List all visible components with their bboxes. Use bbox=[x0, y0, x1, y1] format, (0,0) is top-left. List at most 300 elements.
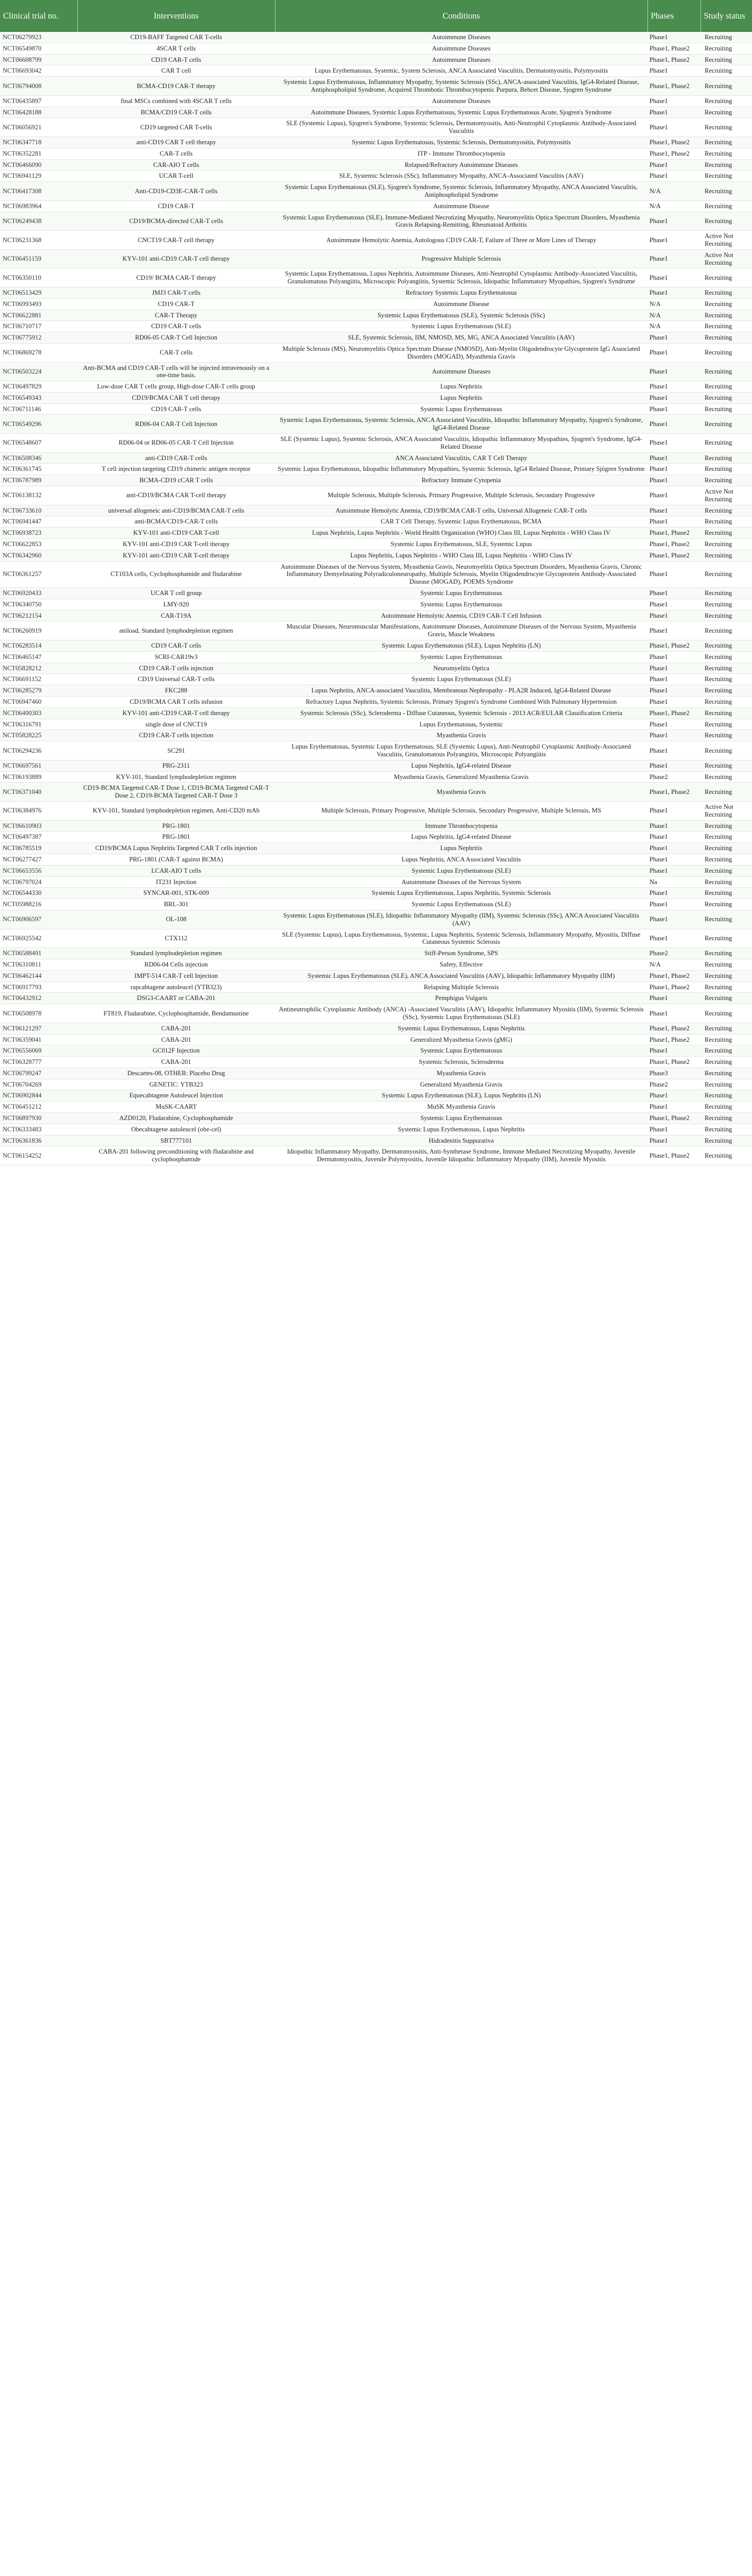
study-status-cell: Recruiting bbox=[700, 663, 752, 674]
interventions-cell: SYNCAR-001, STK-009 bbox=[77, 888, 275, 899]
study-status-cell: Recruiting bbox=[700, 760, 752, 771]
conditions-cell: Lupus Erythematosus, Systemic Lupus Erythematosus, SLE (Systemic Lupus), Anti-Neutrophil Cytoplasmic Antibody-Associated Vasculitis, Granulomatous Polyangiitis, Microscopic Polyangiitis bbox=[275, 741, 647, 760]
study-status-cell: Recruiting bbox=[700, 332, 752, 344]
table-row bbox=[0, 95, 752, 107]
interventions-cell: IT231 Injection bbox=[77, 876, 275, 888]
study-status-cell: Recruiting bbox=[700, 610, 752, 621]
interventions-cell: KYV-101 anti-CD19 CAR T-cell therapy bbox=[77, 539, 275, 550]
trial-id-cell: NCT06333483 bbox=[0, 1124, 77, 1135]
interventions-cell: BCMA/CD19 CAR-T cells bbox=[77, 107, 275, 118]
phases-cell: Phase1 bbox=[647, 249, 700, 268]
interventions-cell: BRL-301 bbox=[77, 899, 275, 910]
phases-cell: Na bbox=[647, 876, 700, 888]
conditions-cell: Lupus Nephritis bbox=[275, 392, 647, 403]
conditions-cell: Systemic Lupus Erythematosus (SLE) bbox=[275, 674, 647, 685]
study-status-cell: Recruiting bbox=[700, 528, 752, 539]
phases-cell: Phase1 bbox=[647, 741, 700, 760]
trial-id-cell: NCT06610903 bbox=[0, 820, 77, 832]
trial-id-cell: NCT06691152 bbox=[0, 674, 77, 685]
phases-cell: Phase1 bbox=[647, 685, 700, 697]
table-row bbox=[0, 107, 752, 118]
table-row bbox=[0, 674, 752, 685]
study-status-cell: Recruiting bbox=[700, 1057, 752, 1068]
trial-id-cell: NCT06435897 bbox=[0, 95, 77, 107]
table-row bbox=[0, 403, 752, 415]
conditions-cell: Autoimmune Diseases bbox=[275, 43, 647, 54]
table-row bbox=[0, 1004, 752, 1023]
interventions-cell: OL-108 bbox=[77, 910, 275, 929]
table-body bbox=[0, 32, 752, 1165]
phases-cell: Phase1 bbox=[647, 212, 700, 231]
conditions-cell: Lupus Nephritis, IgG4-related Disease bbox=[275, 760, 647, 771]
phases-cell: Phase1, Phase2 bbox=[647, 539, 700, 550]
phases-cell: Phase1, Phase2 bbox=[647, 54, 700, 65]
study-status-cell: Recruiting bbox=[700, 550, 752, 561]
conditions-cell: Multiple Sclerosis (MS), Neuromyelitis Optica Spectrum Disease (NMOSD), Anti-Myelin Oligodendrocyte Glycoprotein IgG Associated Disorders (MOGAD), Myasthenia Gravis bbox=[275, 343, 647, 362]
interventions-cell: CD19/BCMA CAR T cell therapy bbox=[77, 392, 275, 403]
study-status-cell: Recruiting bbox=[700, 959, 752, 970]
trial-id-cell: NCT06548607 bbox=[0, 434, 77, 453]
trial-id-cell: NCT06260919 bbox=[0, 621, 77, 640]
conditions-cell: Systemic Sclerosis (SSc), Scleroderma - Diffuse Cutaneous, Systemic Sclerosis - 2013 ACR/EULAR Classification Criteria bbox=[275, 707, 647, 719]
trial-id-cell: NCT06497829 bbox=[0, 381, 77, 393]
header-conditions: Conditions bbox=[275, 0, 647, 32]
interventions-cell: FKC288 bbox=[77, 685, 275, 697]
conditions-cell: Lupus Nephritis bbox=[275, 843, 647, 854]
phases-cell: Phase1 bbox=[647, 516, 700, 528]
header-phases: Phases bbox=[647, 0, 700, 32]
conditions-cell: Relapsing Multiple Sclerosis bbox=[275, 981, 647, 993]
study-status-cell: Recruiting bbox=[700, 854, 752, 865]
interventions-cell: CAR-T Therapy bbox=[77, 310, 275, 321]
trial-id-cell: NCT06277427 bbox=[0, 854, 77, 865]
interventions-cell: LCAR-AIO T cells bbox=[77, 865, 275, 876]
conditions-cell: Autoimmune Hemolytic Anemia, CD19/BCMA CAR-T cells, Universal Allogeneic CAR-T cells bbox=[275, 505, 647, 516]
study-status-cell: Recruiting bbox=[700, 452, 752, 464]
conditions-cell: Autoimmune Diseases of the Nervous System bbox=[275, 876, 647, 888]
study-status-cell: Recruiting bbox=[700, 651, 752, 663]
interventions-cell: RD06-04 CAR-T Cell Injection bbox=[77, 415, 275, 434]
table-row bbox=[0, 171, 752, 182]
conditions-cell: Generalized Myasthenia Gravis (gMG) bbox=[275, 1034, 647, 1045]
interventions-cell: JMJ3 CAR-T cells bbox=[77, 287, 275, 298]
study-status-cell: Recruiting bbox=[700, 505, 752, 516]
study-status-cell: Recruiting bbox=[700, 516, 752, 528]
conditions-cell: Pemphigus Vulgaris bbox=[275, 993, 647, 1004]
conditions-cell: Generalized Myasthenia Gravis bbox=[275, 1079, 647, 1090]
phases-cell: Phase1, Phase2 bbox=[647, 1034, 700, 1045]
study-status-cell: Recruiting bbox=[700, 392, 752, 403]
table-row bbox=[0, 65, 752, 77]
trial-id-cell: NCT06622881 bbox=[0, 310, 77, 321]
table-row bbox=[0, 1079, 752, 1090]
conditions-cell: Lupus Nephritis, ANCA Associated Vasculitis bbox=[275, 854, 647, 865]
table-row bbox=[0, 899, 752, 910]
trial-id-cell: NCT06917793 bbox=[0, 981, 77, 993]
table-row bbox=[0, 43, 752, 54]
study-status-cell: Recruiting bbox=[700, 707, 752, 719]
study-status-cell: Recruiting bbox=[700, 321, 752, 332]
conditions-cell: Muscular Diseases, Neuromuscular Manifestations, Autoimmune Diseases, Autoimmune Diseases of the Nervous System, Myasthenia Gravis, Muscle Weakness bbox=[275, 621, 647, 640]
trial-id-cell: NCT06733610 bbox=[0, 505, 77, 516]
table-row bbox=[0, 32, 752, 43]
phases-cell: Phase1 bbox=[647, 719, 700, 730]
table-row bbox=[0, 621, 752, 640]
study-status-cell: Recruiting bbox=[700, 981, 752, 993]
phases-cell: Phase1 bbox=[647, 95, 700, 107]
trial-id-cell: NCT06947460 bbox=[0, 697, 77, 708]
phases-cell: Phase1 bbox=[647, 621, 700, 640]
study-status-cell: Recruiting bbox=[700, 65, 752, 77]
conditions-cell: Antineutrophilic Cytoplasmic Antibody (ANCA) -Associated Vasculitis (AAV), Idiopathic Inflammatory Myositis (IIM), Systemic Sclerosis (SSc), Systemic Lupus Erythematosus (SLE) bbox=[275, 1004, 647, 1023]
trial-id-cell: NCT06544330 bbox=[0, 888, 77, 899]
table-row bbox=[0, 54, 752, 65]
study-status-cell: Recruiting bbox=[700, 876, 752, 888]
study-status-cell: Recruiting bbox=[700, 1135, 752, 1146]
phases-cell: N/A bbox=[647, 200, 700, 212]
phases-cell: Phase1, Phase2 bbox=[647, 640, 700, 652]
study-status-cell: Recruiting bbox=[700, 212, 752, 231]
trial-id-cell: NCT06697561 bbox=[0, 760, 77, 771]
interventions-cell: CD19 CAR-T cells bbox=[77, 403, 275, 415]
phases-cell: Phase1 bbox=[647, 464, 700, 475]
interventions-cell: KYV-101, Standard lymphodepletion regimen, Anti-CD20 mAb bbox=[77, 801, 275, 820]
trial-id-cell: NCT06371040 bbox=[0, 783, 77, 802]
study-status-cell: Recruiting bbox=[700, 1067, 752, 1079]
interventions-cell: CD19/BCMA-directed CAR-T cells bbox=[77, 212, 275, 231]
table-header bbox=[0, 0, 752, 32]
table-row bbox=[0, 1045, 752, 1057]
phases-cell: Phase1 bbox=[647, 588, 700, 599]
conditions-cell: Lupus Erythematosus, Systemic bbox=[275, 719, 647, 730]
study-status-cell: Recruiting bbox=[700, 434, 752, 453]
phases-cell: Phase1 bbox=[647, 801, 700, 820]
interventions-cell: CD19 Universal CAR-T cells bbox=[77, 674, 275, 685]
conditions-cell: Systemic Lupus Erythematosus bbox=[275, 403, 647, 415]
conditions-cell: ITP - Immune Thrombocytopenia bbox=[275, 148, 647, 159]
trial-id-cell: NCT06588491 bbox=[0, 948, 77, 959]
interventions-cell: universal allogeneic anti-CD19/BCMA CAR-T cells bbox=[77, 505, 275, 516]
conditions-cell: Lupus Nephritis bbox=[275, 381, 647, 393]
trial-id-cell: NCT05828225 bbox=[0, 730, 77, 741]
study-status-cell: Recruiting bbox=[700, 888, 752, 899]
table-row bbox=[0, 343, 752, 362]
phases-cell: Phase1 bbox=[647, 452, 700, 464]
trial-id-cell: NCT06622853 bbox=[0, 539, 77, 550]
phases-cell: Phase1 bbox=[647, 651, 700, 663]
interventions-cell: CAR-AIO T cells bbox=[77, 159, 275, 171]
trial-id-cell: NCT06384976 bbox=[0, 801, 77, 820]
interventions-cell: PRG-1801 (CAR-T against BCMA) bbox=[77, 854, 275, 865]
study-status-cell: Recruiting bbox=[700, 415, 752, 434]
phases-cell: Phase1, Phase2 bbox=[647, 43, 700, 54]
interventions-cell: IMPT-514 CAR-T cell Injection bbox=[77, 970, 275, 981]
trial-id-cell: NCT06693042 bbox=[0, 65, 77, 77]
interventions-cell: CT103A cells, Cyclophosphamide and fludarabine bbox=[77, 561, 275, 587]
interventions-cell: KYV-101 anti-CD19 CAR T-cell therapy bbox=[77, 550, 275, 561]
study-status-cell: Recruiting bbox=[700, 54, 752, 65]
conditions-cell: Multiple Sclerosis, Multiple Sclerosis, Primary Progressive, Multiple Sclerosis, Secondary Progressive bbox=[275, 486, 647, 505]
phases-cell: Phase1 bbox=[647, 674, 700, 685]
interventions-cell: CABA-201 bbox=[77, 1057, 275, 1068]
phases-cell: Phase2 bbox=[647, 948, 700, 959]
phases-cell: Phase1 bbox=[647, 910, 700, 929]
trial-id-cell: NCT06869278 bbox=[0, 343, 77, 362]
study-status-cell: Recruiting bbox=[700, 1113, 752, 1124]
interventions-cell: anti-CD19 CAR-T cells bbox=[77, 452, 275, 464]
phases-cell: Phase1 bbox=[647, 561, 700, 587]
table-row bbox=[0, 1023, 752, 1034]
interventions-cell: PRG-1801 bbox=[77, 832, 275, 843]
table-row bbox=[0, 730, 752, 741]
phases-cell: N/A bbox=[647, 182, 700, 201]
conditions-cell: Systemic Lupus Erythematosus (SLE) bbox=[275, 321, 647, 332]
phases-cell: Phase1, Phase2 bbox=[647, 707, 700, 719]
study-status-cell: Recruiting bbox=[700, 771, 752, 783]
trial-id-cell: NCT06294236 bbox=[0, 741, 77, 760]
phases-cell: Phase1 bbox=[647, 475, 700, 486]
table-row bbox=[0, 182, 752, 201]
interventions-cell: BCMA-CD19 cCAR T cells bbox=[77, 475, 275, 486]
study-status-cell: Recruiting bbox=[700, 77, 752, 96]
trial-id-cell: NCT06121297 bbox=[0, 1023, 77, 1034]
interventions-cell: CNCT19 CAR-T cell therapy bbox=[77, 231, 275, 250]
table-row bbox=[0, 434, 752, 453]
conditions-cell: Autoimmune Diseases of the Nervous System, Myasthenia Gravis, Neuromyelitis Optica Spectrum Disorders, Myasthenia Gravis, Chronic Inflammatory Demyelinating Polyradiculoneuropathy, Multiple Sclerosis, Myelin Oligodendrocyte Glycoprotein Antibody-Associated Disease (MOGAD), POEMS Syndrome bbox=[275, 561, 647, 587]
study-status-cell: Recruiting bbox=[700, 730, 752, 741]
trial-id-cell: NCT06906597 bbox=[0, 910, 77, 929]
conditions-cell: Autoimmune Diseases bbox=[275, 95, 647, 107]
phases-cell: Phase1 bbox=[647, 403, 700, 415]
conditions-cell: Refractory Immune Cytopenia bbox=[275, 475, 647, 486]
study-status-cell: Recruiting bbox=[700, 865, 752, 876]
table-row bbox=[0, 1057, 752, 1068]
study-status-cell: Recruiting bbox=[700, 929, 752, 948]
table-row bbox=[0, 118, 752, 137]
conditions-cell: Autoimmune Diseases bbox=[275, 32, 647, 43]
table-row bbox=[0, 1124, 752, 1135]
phases-cell: N/A bbox=[647, 310, 700, 321]
conditions-cell: ANCA Associated Vasculitis, CAR T Cell Therapy bbox=[275, 452, 647, 464]
conditions-cell: Systemic Lupus Erythematosus, SLE, Systemic Lupus bbox=[275, 539, 647, 550]
table-row bbox=[0, 783, 752, 802]
interventions-cell: Descartes-08, OTHER: Placebo Drug bbox=[77, 1067, 275, 1079]
trial-id-cell: NCT06704269 bbox=[0, 1079, 77, 1090]
interventions-cell: Obecabtagene autoleucel (obe-cel) bbox=[77, 1124, 275, 1135]
interventions-cell: Low-dose CAR T cells group, High-dose CAR-T cells group bbox=[77, 381, 275, 393]
trial-id-cell: NCT05828212 bbox=[0, 663, 77, 674]
conditions-cell: Systemic Lupus Erythematosus, Lupus Nephritis, Autoimmune Diseases, Anti-Neutrophil Cytoplasmic Antibody-Associated Vasculitis, Granulomatous Polyangiitis, Microscopic Polyangiitis, Systemic Sclerosis, Idiopathic Inflammatory Myopathies, Sjogren's Syndrome bbox=[275, 268, 647, 287]
phases-cell: Phase1 bbox=[647, 434, 700, 453]
conditions-cell: Idiopathic Inflammatory Myopathy, Dermatomyositis, Anti-Synthetase Syndrome, Immune Mediated Necrotizing Myopathy, Juvenile Dermatomyositis, Juvenile Polymyositis, Juvenile Idiopathic Inflammatory Myopathy (IIM), Juvenile Myositis bbox=[275, 1146, 647, 1165]
table-row bbox=[0, 610, 752, 621]
interventions-cell: MuSK-CAART bbox=[77, 1101, 275, 1113]
interventions-cell: rapcabtagene autoleucel (YTB323) bbox=[77, 981, 275, 993]
interventions-cell: RD06-05 CAR-T Cell Injection bbox=[77, 332, 275, 344]
table-row bbox=[0, 415, 752, 434]
study-status-cell: Recruiting bbox=[700, 588, 752, 599]
interventions-cell: RD06-04 Cells injection bbox=[77, 959, 275, 970]
table-row bbox=[0, 865, 752, 876]
trial-id-cell: NCT06775912 bbox=[0, 332, 77, 344]
conditions-cell: Relapsed/Refractory Autoimmune Diseases bbox=[275, 159, 647, 171]
interventions-cell: CTX112 bbox=[77, 929, 275, 948]
conditions-cell: Immune Thrombocytopenia bbox=[275, 820, 647, 832]
trial-id-cell: NCT06465147 bbox=[0, 651, 77, 663]
phases-cell: Phase1 bbox=[647, 832, 700, 843]
table-row bbox=[0, 832, 752, 843]
table-row bbox=[0, 685, 752, 697]
study-status-cell: Recruiting bbox=[700, 1101, 752, 1113]
phases-cell: Phase1 bbox=[647, 1135, 700, 1146]
conditions-cell: Systemic Lupus Erythematosus (SLE), Sjogren's Syndrome, Systemic Sclerosis, Inflammatory Myopathy, ANCA Associated Vasculitis, Antiphospholipid Syndrome bbox=[275, 182, 647, 201]
table-row bbox=[0, 1101, 752, 1113]
conditions-cell: Lupus Nephritis, Lupus Nephritis - World Health Organization (WHO) Class III, Lupus Nephritis - WHO Class IV bbox=[275, 528, 647, 539]
study-status-cell: Recruiting bbox=[700, 137, 752, 148]
phases-cell: Phase1 bbox=[647, 1101, 700, 1113]
interventions-cell: AZD0120, Fludarabine, Cyclophosphamide bbox=[77, 1113, 275, 1124]
trial-id-cell: NCT06710717 bbox=[0, 321, 77, 332]
table-row bbox=[0, 268, 752, 287]
conditions-cell: Systemic Lupus Erythematosus, Idiopathic Inflammatory Myopathies, Systemic Sclerosis, IgG4 Related Disease, Primary Sjögren Syndrome bbox=[275, 464, 647, 475]
trial-id-cell: NCT06993493 bbox=[0, 298, 77, 310]
phases-cell: Phase1 bbox=[647, 929, 700, 948]
phases-cell: Phase1 bbox=[647, 231, 700, 250]
interventions-cell: GC012F Injection bbox=[77, 1045, 275, 1057]
phases-cell: Phase1 bbox=[647, 505, 700, 516]
interventions-cell: CD19 CAR-T cells bbox=[77, 640, 275, 652]
trial-id-cell: NCT06897930 bbox=[0, 1113, 77, 1124]
table-row bbox=[0, 820, 752, 832]
interventions-cell: anti-CD19 CAR T cell therapy bbox=[77, 137, 275, 148]
phases-cell: Phase1 bbox=[647, 1045, 700, 1057]
study-status-cell: Recruiting bbox=[700, 475, 752, 486]
study-status-cell: Active Not Recruiting bbox=[700, 801, 752, 820]
conditions-cell: Neuromyelitis Optica bbox=[275, 663, 647, 674]
study-status-cell: Recruiting bbox=[700, 697, 752, 708]
phases-cell: Phase1, Phase2 bbox=[647, 1023, 700, 1034]
study-status-cell: Recruiting bbox=[700, 200, 752, 212]
conditions-cell: Lupus Erythematosus, Systemic, System Sclerosis, ANCA Associated Vasculitis, Dermatomyositis, Polymyositis bbox=[275, 65, 647, 77]
interventions-cell: PRG-1801 bbox=[77, 820, 275, 832]
study-status-cell: Recruiting bbox=[700, 783, 752, 802]
table-row bbox=[0, 475, 752, 486]
conditions-cell: MuSK Myasthenia Gravis bbox=[275, 1101, 647, 1113]
study-status-cell: Recruiting bbox=[700, 640, 752, 652]
conditions-cell: Multiple Sclerosis, Primary Progressive, Multiple Sclerosis, Secondary Progressive, Multiple Sclerosis, MS bbox=[275, 801, 647, 820]
trial-id-cell: NCT06941129 bbox=[0, 171, 77, 182]
study-status-cell: Recruiting bbox=[700, 171, 752, 182]
table-row bbox=[0, 561, 752, 587]
interventions-cell: anti-BCMA/CD19-CAR-T cells bbox=[77, 516, 275, 528]
trial-id-cell: NCT06193889 bbox=[0, 771, 77, 783]
trial-id-cell: NCT06983964 bbox=[0, 200, 77, 212]
table-row bbox=[0, 332, 752, 344]
table-row bbox=[0, 310, 752, 321]
trial-id-cell: NCT06249438 bbox=[0, 212, 77, 231]
table-row bbox=[0, 993, 752, 1004]
table-row bbox=[0, 1067, 752, 1079]
conditions-cell: Systemic Lupus Erythematosus, Lupus Nephritis, Systemic Sclerosis bbox=[275, 888, 647, 899]
table-row bbox=[0, 516, 752, 528]
interventions-cell: CAR-T19A bbox=[77, 610, 275, 621]
conditions-cell: SLE, Systemic Sclerosis (SSc), Inflammatory Myopathy, ANCA-Associated Vasculitis (AAV) bbox=[275, 171, 647, 182]
interventions-cell: CD19 CAR-T cells bbox=[77, 321, 275, 332]
phases-cell: Phase1, Phase2 bbox=[647, 981, 700, 993]
study-status-cell: Recruiting bbox=[700, 621, 752, 640]
study-status-cell: Recruiting bbox=[700, 287, 752, 298]
trial-id-cell: NCT06549343 bbox=[0, 392, 77, 403]
study-status-cell: Recruiting bbox=[700, 182, 752, 201]
study-status-cell: Recruiting bbox=[700, 362, 752, 381]
phases-cell: Phase1 bbox=[647, 343, 700, 362]
table-row bbox=[0, 539, 752, 550]
conditions-cell: Systemic Lupus Erythematosus (SLE), Lupus Nephritis (LN) bbox=[275, 1090, 647, 1101]
table-row bbox=[0, 970, 752, 981]
table-row bbox=[0, 550, 752, 561]
table-row bbox=[0, 1090, 752, 1101]
phases-cell: Phase1, Phase2 bbox=[647, 1113, 700, 1124]
trial-id-cell: NCT06212154 bbox=[0, 610, 77, 621]
phases-cell: Phase1 bbox=[647, 865, 700, 876]
phases-cell: Phase1, Phase2 bbox=[647, 77, 700, 96]
interventions-cell: CAR-T cells bbox=[77, 148, 275, 159]
table-row bbox=[0, 651, 752, 663]
interventions-cell: final MSCs combined with 4SCAR T cells bbox=[77, 95, 275, 107]
interventions-cell: CD19 targeted CAR T-cells bbox=[77, 118, 275, 137]
conditions-cell: Myasthenia Gravis bbox=[275, 783, 647, 802]
interventions-cell: KYV-101 anti-CD19 CAR T-cell bbox=[77, 528, 275, 539]
phases-cell: Phase1, Phase2 bbox=[647, 1057, 700, 1068]
conditions-cell: Systemic Lupus Erythematosus bbox=[275, 1045, 647, 1057]
phases-cell: Phase1 bbox=[647, 1124, 700, 1135]
conditions-cell: SLE, Systemic Sclerosis, IIM, NMOSD, MS, MG, ANCA Associated Vasculitis (AAV) bbox=[275, 332, 647, 344]
trial-id-cell: NCT06797024 bbox=[0, 876, 77, 888]
interventions-cell: CD19/BCMA Lupus Nephritis Targeted CAR T cells injection bbox=[77, 843, 275, 854]
trial-id-cell: NCT06508978 bbox=[0, 1004, 77, 1023]
trial-id-cell: NCT06451212 bbox=[0, 1101, 77, 1113]
conditions-cell: Systemic Lupus Erythematosus (SLE) bbox=[275, 899, 647, 910]
interventions-cell: DSG3-CAART or CABA-201 bbox=[77, 993, 275, 1004]
conditions-cell: Autoimmune Diseases, Systemic Lupus Erythematosus, Systemic Lupus Erythematosus Acute, Sjogren's Syndrome bbox=[275, 107, 647, 118]
table-row bbox=[0, 392, 752, 403]
header-interventions: Interventions bbox=[77, 0, 275, 32]
phases-cell: Phase1 bbox=[647, 171, 700, 182]
interventions-cell: aniload, Standard lymphodepletion regimen bbox=[77, 621, 275, 640]
phases-cell: Phase1 bbox=[647, 287, 700, 298]
phases-cell: Phase1 bbox=[647, 730, 700, 741]
conditions-cell: SLE (Systemic Lupus), Lupus Erythematosus, Systemic, Lupus Nephritis, Systemic Sclerosis, Inflammatory Myopathy, Myositis, Diffuse Cutaneous Systemic Sclerosis bbox=[275, 929, 647, 948]
trial-id-cell: NCT06279923 bbox=[0, 32, 77, 43]
study-status-cell: Recruiting bbox=[700, 1090, 752, 1101]
interventions-cell: UCAR T-cell bbox=[77, 171, 275, 182]
interventions-cell: single dose of CNCT19 bbox=[77, 719, 275, 730]
phases-cell: Phase1, Phase2 bbox=[647, 1146, 700, 1165]
conditions-cell: Lupus Nephritis, ANCA-associated Vasculitis, Membranous Nephropathy - PLA2R Induced, IgG4-Related Disease bbox=[275, 685, 647, 697]
table-row bbox=[0, 741, 752, 760]
interventions-cell: SC291 bbox=[77, 741, 275, 760]
table-row bbox=[0, 588, 752, 599]
conditions-cell: Myasthenia Gravis, Generalized Myasthenia Gravis bbox=[275, 771, 647, 783]
phases-cell: Phase1 bbox=[647, 118, 700, 137]
phases-cell: Phase1 bbox=[647, 843, 700, 854]
study-status-cell: Recruiting bbox=[700, 148, 752, 159]
study-status-cell: Recruiting bbox=[700, 719, 752, 730]
trial-id-cell: NCT06342960 bbox=[0, 550, 77, 561]
interventions-cell: CABA-201 bbox=[77, 1023, 275, 1034]
trial-id-cell: NCT06285279 bbox=[0, 685, 77, 697]
conditions-cell: Autoimmune Disease bbox=[275, 298, 647, 310]
